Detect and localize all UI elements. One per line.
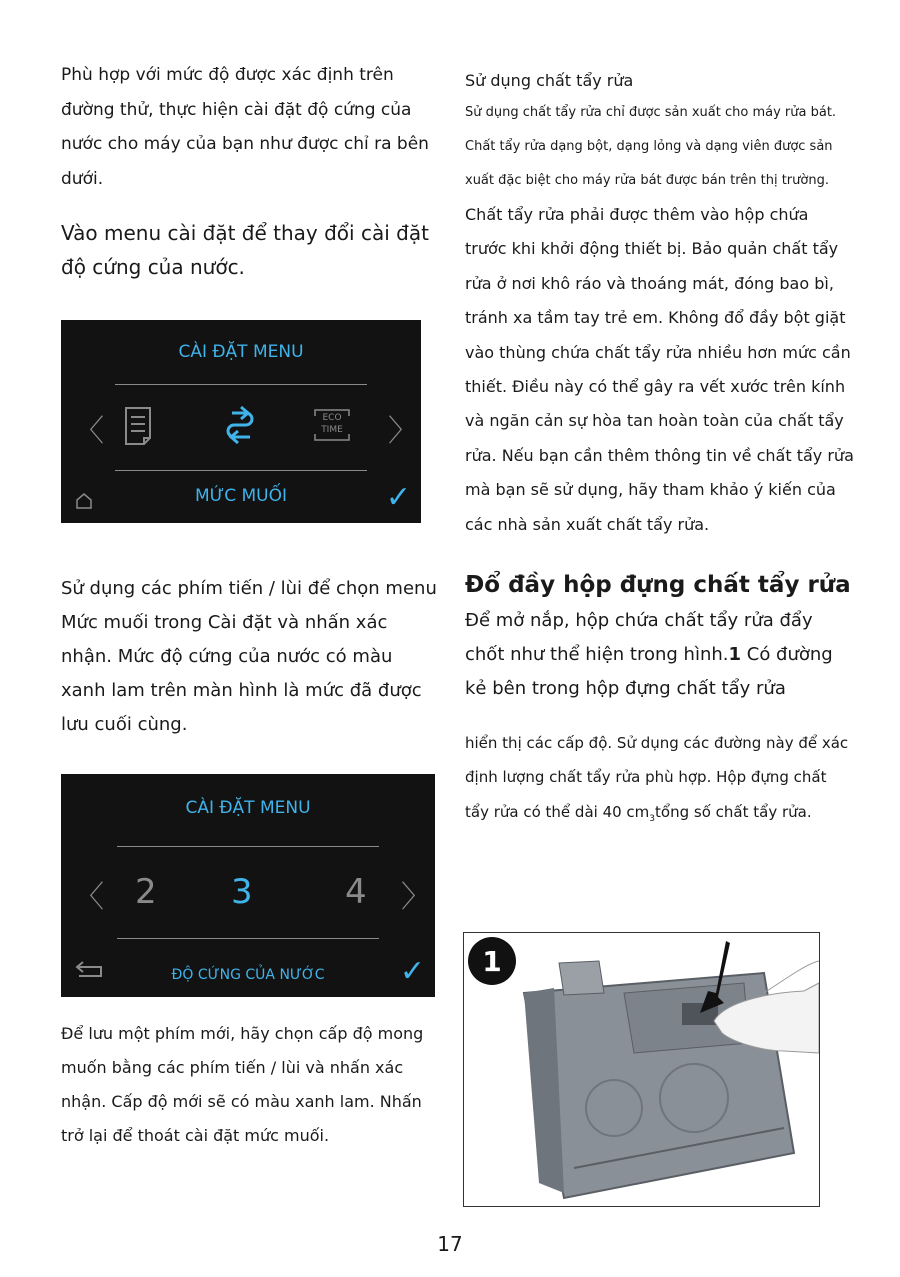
divider <box>117 938 379 939</box>
swap-arrows-icon[interactable] <box>224 405 256 449</box>
eco-time-icon[interactable] <box>313 408 351 442</box>
screen-title: CÀI ĐẶT MENU <box>185 798 311 818</box>
detergent-dispenser-figure <box>463 932 820 1207</box>
chevron-left-icon[interactable]: 〈 <box>74 880 104 915</box>
detergent-note: Sử dụng chất tẩy rửa chỉ được sản xuất cho máy rửa bát. Chất tẩy rửa dạng bột, dạng lỏng và dạng viên được sản xuất đặc biệt cho máy rửa bát được bán trên thị trường. <box>465 105 837 188</box>
left-column <box>61 58 441 284</box>
divider <box>117 846 379 847</box>
eco-label: ECO <box>322 413 342 423</box>
control-panel-screen-hardness <box>61 774 435 997</box>
divider <box>115 470 367 471</box>
level-instruction <box>465 726 855 836</box>
chevron-right-icon[interactable]: 〉 <box>388 414 418 449</box>
figure-number: 1 <box>482 945 502 978</box>
left-column-mid <box>61 572 441 742</box>
fill-instruction-b: Có đường kẻ bên trong hộp đựng chất tẩy rửa <box>465 644 833 700</box>
intro-paragraph: Phù hợp với mức độ được xác định trên đường thử, thực hiện cài đặt độ cứng của nước cho máy của bạn như được chỉ ra bên dưới. <box>61 65 429 189</box>
hardness-value-next[interactable]: 4 <box>345 872 367 912</box>
fill-instruction <box>465 604 855 706</box>
document-icon[interactable] <box>123 406 155 450</box>
save-instruction: Để lưu một phím mới, hãy chọn cấp độ mong muốn bằng các phím tiến / lùi và nhấn xác nhận. Cấp độ mới sẽ có màu xanh lam. Nhấn trở lại để thoát cài đặt mức muối. <box>61 1024 424 1145</box>
level-instruction-b: tổng số chất tẩy rửa. <box>655 802 812 821</box>
time-label: TIME <box>321 425 343 435</box>
cm-superscript: 3 <box>649 813 656 824</box>
chevron-left-icon[interactable]: 〈 <box>74 414 104 449</box>
figure-ref: 1 <box>728 644 742 666</box>
control-panel-screen-menu <box>61 320 421 523</box>
fill-instruction-a: Để mở nắp, hộp chứa chất tẩy rửa đẩy chốt như thể hiện trong hình. <box>465 610 813 666</box>
screen-title: CÀI ĐẶT MENU <box>178 342 304 362</box>
hardness-value-selected[interactable]: 3 <box>231 872 253 912</box>
page-number: 17 <box>437 1232 463 1256</box>
screen-footer-label: ĐỘ CỨNG CỦA NƯỚC <box>171 967 325 983</box>
right-column <box>465 66 855 836</box>
left-column-bottom <box>61 1017 441 1153</box>
hardness-value-prev[interactable]: 2 <box>135 872 157 912</box>
section-heading: Đổ đầy hộp đựng chất tẩy rửa <box>465 572 851 599</box>
screen-footer-label: MỨC MUỐI <box>194 486 288 506</box>
chevron-right-icon[interactable]: 〉 <box>401 880 431 915</box>
detergent-body: Chất tẩy rửa phải được thêm vào hộp chứa trước khi khởi động thiết bị. Bảo quản chất tẩy rửa ở nơi khô ráo và thoáng mát, đóng bao bì, tránh xa tầm tay trẻ em. Không đổ đầy bột giặt vào thùng chứa chất tẩy rửa nhiều hơn mức cần thiết. Điều này có thể gây ra vết xước trên kính và ngăn cản sự hòa tan hoàn toàn của chất tẩy rửa. Nếu bạn cần thêm thông tin về chất tẩy rửa mà bạn sẽ sử dụng, hãy tham khảo ý kiến của các nhà sản xuất chất tẩy rửa. <box>465 205 854 534</box>
menu-instruction: Vào menu cài đặt để thay đổi cài đặt độ cứng của nước. <box>61 221 429 279</box>
level-instruction-a: hiển thị các cấp độ. Sử dụng các đường này để xác định lượng chất tẩy rửa phù hợp. Hộp đựng chất tẩy rửa có thể dài 40 cm <box>465 734 849 821</box>
divider <box>115 384 367 385</box>
navigate-instruction: Sử dụng các phím tiến / lùi để chọn menu Mức muối trong Cài đặt và nhấn xác nhận. Mức độ cứng của nước có màu xanh lam trên màn hình là mức đã được lưu cuối cùng. <box>61 578 437 735</box>
detergent-subtitle: Sử dụng chất tẩy rửa <box>465 71 634 90</box>
check-icon[interactable]: ✓ <box>385 480 411 515</box>
check-icon[interactable]: ✓ <box>399 954 425 989</box>
